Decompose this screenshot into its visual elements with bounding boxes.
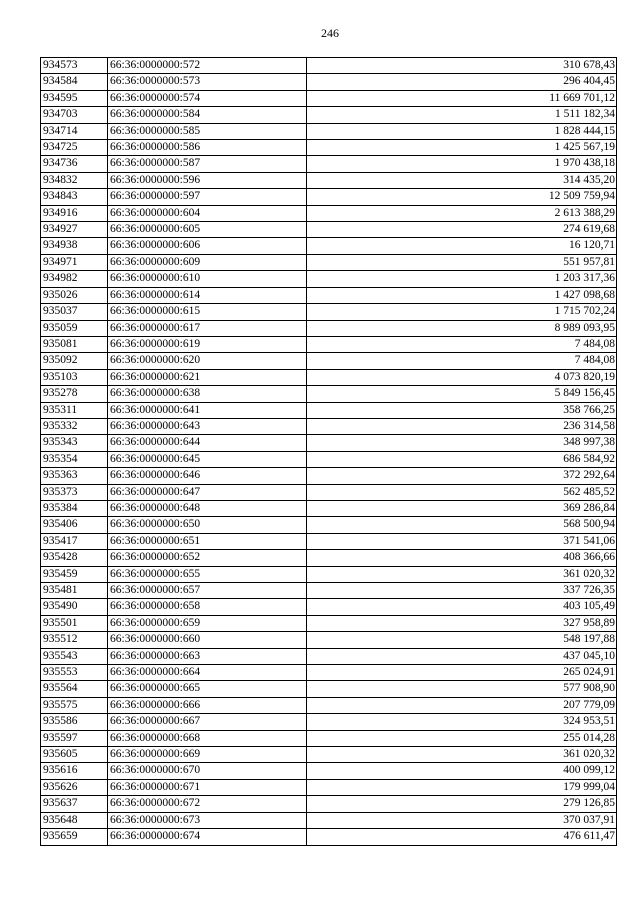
cadastral-number-cell: 66:36:0000000:652: [108, 550, 307, 566]
record-id-cell: 935648: [41, 812, 108, 828]
cadastral-number-cell: 66:36:0000000:674: [108, 829, 307, 845]
cadastral-number-cell: 66:36:0000000:655: [108, 566, 307, 582]
cadastral-number-cell: 66:36:0000000:614: [108, 287, 307, 303]
value-cell: 274 619,68: [307, 222, 617, 238]
record-id-cell: 935659: [41, 829, 108, 845]
table-row: [41, 418, 617, 434]
table-row: [41, 74, 617, 90]
table-row: [41, 156, 617, 172]
value-cell: 255 014,28: [307, 730, 617, 746]
cadastral-number-cell: 66:36:0000000:605: [108, 222, 307, 238]
table-row: [41, 140, 617, 156]
value-cell: 7 484,08: [307, 336, 617, 352]
record-id-cell: 934916: [41, 205, 108, 221]
record-id-cell: 934714: [41, 123, 108, 139]
table-row: [41, 533, 617, 549]
table-row: [41, 238, 617, 254]
value-cell: 1 970 438,18: [307, 156, 617, 172]
value-cell: 179 999,04: [307, 779, 617, 795]
table-row: [41, 500, 617, 516]
record-id-cell: 934703: [41, 107, 108, 123]
cadastral-number-cell: 66:36:0000000:610: [108, 271, 307, 287]
cadastral-number-cell: 66:36:0000000:644: [108, 435, 307, 451]
value-cell: 5 849 156,45: [307, 386, 617, 402]
record-id-cell: 935490: [41, 599, 108, 615]
cadastral-number-cell: 66:36:0000000:587: [108, 156, 307, 172]
value-cell: 11 669 701,12: [307, 90, 617, 106]
value-cell: 12 509 759,94: [307, 189, 617, 205]
record-id-cell: 935278: [41, 386, 108, 402]
cadastral-number-cell: 66:36:0000000:669: [108, 747, 307, 763]
record-id-cell: 934595: [41, 90, 108, 106]
cadastral-number-cell: 66:36:0000000:573: [108, 74, 307, 90]
table-row: [41, 58, 617, 74]
record-id-cell: 934573: [41, 58, 108, 74]
value-cell: 265 024,91: [307, 665, 617, 681]
table-row: [41, 90, 617, 106]
cadastral-number-cell: 66:36:0000000:665: [108, 681, 307, 697]
table-row: [41, 107, 617, 123]
table-row: [41, 665, 617, 681]
record-id-cell: 935059: [41, 320, 108, 336]
table-row: [41, 336, 617, 352]
cadastral-number-cell: 66:36:0000000:606: [108, 238, 307, 254]
record-id-cell: 934832: [41, 172, 108, 188]
cadastral-number-cell: 66:36:0000000:671: [108, 779, 307, 795]
value-cell: 408 366,66: [307, 550, 617, 566]
table-row: [41, 304, 617, 320]
cadastral-number-cell: 66:36:0000000:657: [108, 583, 307, 599]
cadastral-number-cell: 66:36:0000000:666: [108, 697, 307, 713]
record-id-cell: 935605: [41, 747, 108, 763]
table-row: [41, 369, 617, 385]
table-row: [41, 550, 617, 566]
table-row: [41, 566, 617, 582]
cadastral-number-cell: 66:36:0000000:668: [108, 730, 307, 746]
value-cell: 476 611,47: [307, 829, 617, 845]
record-id-cell: 935311: [41, 402, 108, 418]
record-id-cell: 935616: [41, 763, 108, 779]
value-cell: 370 037,91: [307, 812, 617, 828]
value-cell: 568 500,94: [307, 517, 617, 533]
table-row: [41, 812, 617, 828]
value-cell: 16 120,71: [307, 238, 617, 254]
value-cell: 1 425 567,19: [307, 140, 617, 156]
value-cell: 236 314,58: [307, 418, 617, 434]
record-id-cell: 934843: [41, 189, 108, 205]
value-cell: 8 989 093,95: [307, 320, 617, 336]
cadastral-number-cell: 66:36:0000000:663: [108, 648, 307, 664]
cadastral-number-cell: 66:36:0000000:645: [108, 451, 307, 467]
cadastral-number-cell: 66:36:0000000:641: [108, 402, 307, 418]
table-row: [41, 517, 617, 533]
table-row: [41, 599, 617, 615]
value-cell: 403 105,49: [307, 599, 617, 615]
value-cell: 400 099,12: [307, 763, 617, 779]
value-cell: 361 020,32: [307, 747, 617, 763]
record-id-cell: 935037: [41, 304, 108, 320]
table-row: [41, 583, 617, 599]
value-cell: 1 715 702,24: [307, 304, 617, 320]
table-row: [41, 254, 617, 270]
value-cell: 369 286,84: [307, 500, 617, 516]
record-id-cell: 935481: [41, 583, 108, 599]
record-id-cell: 935637: [41, 796, 108, 812]
record-id-cell: 934938: [41, 238, 108, 254]
table-row: [41, 796, 617, 812]
table-row: [41, 205, 617, 221]
record-id-cell: 934736: [41, 156, 108, 172]
cadastral-number-cell: 66:36:0000000:658: [108, 599, 307, 615]
table-row: [41, 829, 617, 845]
value-cell: 577 908,90: [307, 681, 617, 697]
cadastral-number-cell: 66:36:0000000:619: [108, 336, 307, 352]
record-id-cell: 935501: [41, 615, 108, 631]
record-id-cell: 935332: [41, 418, 108, 434]
record-id-cell: 935543: [41, 648, 108, 664]
cadastral-number-cell: 66:36:0000000:659: [108, 615, 307, 631]
record-id-cell: 935343: [41, 435, 108, 451]
value-cell: 310 678,43: [307, 58, 617, 74]
cadastral-number-cell: 66:36:0000000:572: [108, 58, 307, 74]
table-row: [41, 402, 617, 418]
cadastral-number-cell: 66:36:0000000:673: [108, 812, 307, 828]
value-cell: 207 779,09: [307, 697, 617, 713]
page-number: 246: [321, 26, 339, 40]
value-cell: 348 997,38: [307, 435, 617, 451]
table-row: [41, 320, 617, 336]
cadastral-number-cell: 66:36:0000000:620: [108, 353, 307, 369]
cadastral-number-cell: 66:36:0000000:648: [108, 500, 307, 516]
record-id-cell: 935512: [41, 632, 108, 648]
record-id-cell: 935428: [41, 550, 108, 566]
value-cell: 327 958,89: [307, 615, 617, 631]
value-cell: 358 766,25: [307, 402, 617, 418]
table-row: [41, 353, 617, 369]
record-id-cell: 935417: [41, 533, 108, 549]
record-id-cell: 935406: [41, 517, 108, 533]
value-cell: 372 292,64: [307, 468, 617, 484]
cadastral-number-cell: 66:36:0000000:667: [108, 714, 307, 730]
record-id-cell: 934982: [41, 271, 108, 287]
record-id-cell: 935564: [41, 681, 108, 697]
record-id-cell: 935081: [41, 336, 108, 352]
cadastral-number-cell: 66:36:0000000:638: [108, 386, 307, 402]
record-id-cell: 934927: [41, 222, 108, 238]
table-row: [41, 714, 617, 730]
cadastral-number-cell: 66:36:0000000:617: [108, 320, 307, 336]
record-id-cell: 935384: [41, 500, 108, 516]
table-row: [41, 222, 617, 238]
record-id-cell: 935575: [41, 697, 108, 713]
cadastral-number-cell: 66:36:0000000:647: [108, 484, 307, 500]
cadastral-number-cell: 66:36:0000000:672: [108, 796, 307, 812]
cadastral-number-cell: 66:36:0000000:621: [108, 369, 307, 385]
value-cell: 562 485,52: [307, 484, 617, 500]
cadastral-number-cell: 66:36:0000000:584: [108, 107, 307, 123]
table-row: [41, 681, 617, 697]
table-row: [41, 484, 617, 500]
cadastral-number-cell: 66:36:0000000:646: [108, 468, 307, 484]
record-id-cell: 935373: [41, 484, 108, 500]
table-row: [41, 779, 617, 795]
record-id-cell: 935459: [41, 566, 108, 582]
table-row: [41, 172, 617, 188]
value-cell: 314 435,20: [307, 172, 617, 188]
table-row: [41, 451, 617, 467]
record-id-cell: 934971: [41, 254, 108, 270]
record-id-cell: 935597: [41, 730, 108, 746]
cadastral-number-cell: 66:36:0000000:643: [108, 418, 307, 434]
value-cell: 1 511 182,34: [307, 107, 617, 123]
table-row: [41, 386, 617, 402]
record-id-cell: 935626: [41, 779, 108, 795]
value-cell: 4 073 820,19: [307, 369, 617, 385]
cadastral-number-cell: 66:36:0000000:585: [108, 123, 307, 139]
cadastral-number-cell: 66:36:0000000:604: [108, 205, 307, 221]
value-cell: 1 427 098,68: [307, 287, 617, 303]
value-cell: 551 957,81: [307, 254, 617, 270]
cadastral-number-cell: 66:36:0000000:609: [108, 254, 307, 270]
value-cell: 437 045,10: [307, 648, 617, 664]
record-id-cell: 935363: [41, 468, 108, 484]
table-row: [41, 632, 617, 648]
value-cell: 2 613 388,29: [307, 205, 617, 221]
table-body: [41, 58, 617, 846]
record-id-cell: 935553: [41, 665, 108, 681]
table-row: [41, 648, 617, 664]
cadastral-number-cell: 66:36:0000000:574: [108, 90, 307, 106]
record-id-cell: 935586: [41, 714, 108, 730]
table-row: [41, 697, 617, 713]
value-cell: 7 484,08: [307, 353, 617, 369]
record-id-cell: 935354: [41, 451, 108, 467]
record-id-cell: 934725: [41, 140, 108, 156]
value-cell: 279 126,85: [307, 796, 617, 812]
table-row: [41, 287, 617, 303]
cadastral-number-cell: 66:36:0000000:586: [108, 140, 307, 156]
record-id-cell: 934584: [41, 74, 108, 90]
value-cell: 371 541,06: [307, 533, 617, 549]
record-id-cell: 935092: [41, 353, 108, 369]
value-cell: 1 828 444,15: [307, 123, 617, 139]
record-id-cell: 935103: [41, 369, 108, 385]
cadastral-number-cell: 66:36:0000000:664: [108, 665, 307, 681]
value-cell: 324 953,51: [307, 714, 617, 730]
value-cell: 548 197,88: [307, 632, 617, 648]
cadastral-number-cell: 66:36:0000000:596: [108, 172, 307, 188]
table-row: [41, 123, 617, 139]
cadastral-number-cell: 66:36:0000000:597: [108, 189, 307, 205]
cadastral-number-cell: 66:36:0000000:650: [108, 517, 307, 533]
cadastral-number-cell: 66:36:0000000:670: [108, 763, 307, 779]
table-row: [41, 468, 617, 484]
table-row: [41, 763, 617, 779]
cadastral-number-cell: 66:36:0000000:660: [108, 632, 307, 648]
cadastral-number-cell: 66:36:0000000:615: [108, 304, 307, 320]
value-cell: 337 726,35: [307, 583, 617, 599]
value-cell: 361 020,32: [307, 566, 617, 582]
value-cell: 296 404,45: [307, 74, 617, 90]
table-row: [41, 271, 617, 287]
value-cell: 1 203 317,36: [307, 271, 617, 287]
table-row: [41, 435, 617, 451]
data-table: [40, 57, 617, 846]
record-id-cell: 935026: [41, 287, 108, 303]
value-cell: 686 584,92: [307, 451, 617, 467]
table-row: [41, 615, 617, 631]
table-row: [41, 189, 617, 205]
table-row: [41, 747, 617, 763]
cadastral-number-cell: 66:36:0000000:651: [108, 533, 307, 549]
table-row: [41, 730, 617, 746]
